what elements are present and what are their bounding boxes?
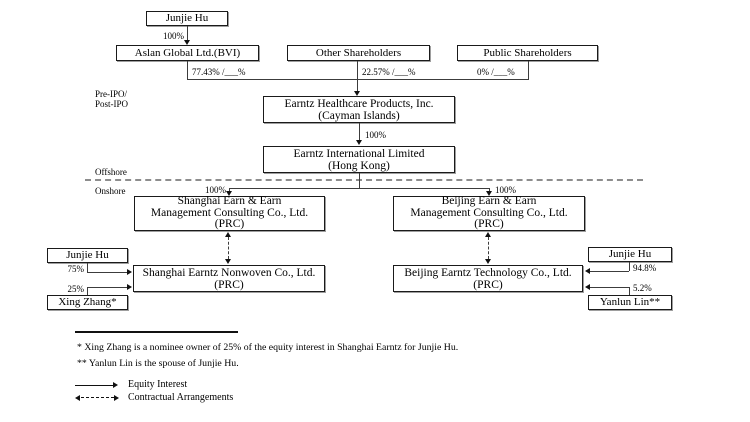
connector-yanlun-v (629, 287, 630, 295)
connector-aslan-drop (187, 61, 188, 79)
node-label-line1: Earntz International Limited (293, 147, 425, 160)
node-label-line3: (PRC) (474, 218, 504, 231)
node-label-line1: Beijing Earn & Earn (441, 195, 537, 208)
arrowhead-contractual-shanghai-down (225, 259, 231, 264)
label-onshore: Onshore (95, 186, 126, 196)
label-aslan-stake: 77.43% /___% (192, 67, 246, 77)
node-earntz-healthcare (263, 96, 455, 123)
arrowhead-yanlun (585, 284, 590, 290)
connector-public-drop (528, 61, 529, 79)
arrowhead-contractual-beijing-down (485, 259, 491, 264)
node-label: Junjie Hu (608, 248, 652, 260)
arrowhead-hu-right (585, 268, 590, 274)
node-shanghai-consulting (134, 196, 325, 231)
connector-healthcare-to-international (359, 123, 360, 140)
arrowhead-healthcare-to-international (356, 140, 362, 145)
connector-hu-right-v (629, 262, 630, 271)
node-label-line2: Management Consulting Co., Ltd. (150, 206, 309, 219)
node-label-line2: Management Consulting Co., Ltd. (410, 206, 568, 219)
node-label: Junjie Hu (165, 12, 209, 24)
node-other-shareholders (287, 45, 430, 61)
offshore-onshore-divider (85, 179, 643, 181)
node-public-shareholders (457, 45, 598, 61)
label-healthcare-intl-pct: 100% (365, 130, 386, 140)
node-label-line1: Beijing Earntz Technology Co., Ltd. (404, 266, 572, 279)
label-yanlun-pct: 5.2% (633, 283, 652, 293)
label-hu-left-pct: 75% (67, 264, 84, 274)
node-label-line2: (PRC) (214, 278, 244, 291)
connector-other-drop (357, 61, 358, 79)
node-xing-zhang (47, 295, 128, 310)
node-label: Xing Zhang* (58, 296, 117, 308)
node-label: Public Shareholders (483, 46, 572, 59)
node-label: Other Shareholders (315, 46, 402, 59)
node-junjie-hu-left (47, 248, 128, 263)
node-label-line3: (PRC) (214, 218, 245, 231)
node-beijing-tech (393, 265, 583, 292)
footnote-2: ** Yanlun Lin is the spouse of Junjie Hu. (77, 358, 239, 369)
connector-hu-right-h (590, 271, 629, 272)
label-public-stake: 0% /___% (477, 67, 515, 77)
footnote-separator (75, 331, 238, 333)
node-label-line2: (Hong Kong) (328, 159, 390, 172)
label-beijing-consulting-pct: 100% (495, 185, 516, 195)
legend-equity-arrowhead (113, 382, 118, 388)
node-earntz-international (263, 146, 455, 173)
node-label: Aslan Global Ltd.(BVI) (134, 46, 241, 59)
label-shanghai-consulting-pct: 100% (205, 185, 226, 195)
connector-wfoe-bus (229, 188, 490, 189)
connector-xing-h (87, 287, 127, 288)
legend-contractual-arrowhead-left (75, 395, 80, 401)
legend-equity-label: Equity Interest (128, 379, 188, 390)
connector-xing-v (87, 287, 88, 295)
legend-contractual-label: Contractual Arrangements (128, 392, 234, 403)
arrowhead-xing (127, 284, 132, 290)
arrowhead-hu-left (127, 269, 132, 275)
label-hu-to-aslan-pct: 100% (163, 31, 184, 41)
connector-contractual-shanghai (228, 237, 229, 259)
connector-contractual-beijing (488, 237, 489, 259)
connector-hu-left-h (87, 272, 127, 273)
node-junjie-hu-right (588, 247, 672, 262)
node-junjie-hu-top (146, 11, 228, 26)
connector-shareholder-bus (187, 79, 529, 80)
node-beijing-consulting (393, 196, 585, 231)
label-pre-ipo: Pre-IPO/ (95, 89, 127, 99)
label-offshore: Offshore (95, 167, 127, 177)
label-other-stake: 22.57% /___% (362, 67, 416, 77)
node-label-line2: (Cayman Islands) (318, 109, 400, 122)
label-post-ipo: Post-IPO (95, 99, 129, 109)
label-xing-pct: 25% (67, 284, 84, 294)
node-label: Yanlun Lin** (599, 296, 661, 308)
footnote-1: * Xing Zhang is a nominee owner of 25% of the equity interest in Shanghai Earntz for Junjie Hu. (77, 342, 459, 353)
legend-equity-line (75, 385, 113, 386)
node-label-line1: Shanghai Earn & Earn (177, 195, 282, 208)
node-aslan-global (116, 45, 259, 61)
node-label: Junjie Hu (66, 249, 109, 261)
node-label-line1: Shanghai Earntz Nonwoven Co., Ltd. (142, 266, 316, 279)
node-label-line2: (PRC) (473, 278, 503, 291)
legend-contractual-arrowhead-right (114, 395, 119, 401)
connector-yanlun-h (590, 287, 629, 288)
node-yanlun-lin (588, 295, 672, 310)
connector-international-drop (359, 173, 360, 189)
legend-contractual-line (81, 397, 114, 398)
node-label-line1: Earntz Healthcare Products, Inc. (284, 97, 434, 110)
node-shanghai-nonwoven (133, 265, 325, 292)
label-hu-right-pct: 94.8% (633, 263, 657, 273)
connector-hu-to-aslan (187, 26, 188, 40)
connector-bus-to-healthcare (357, 79, 358, 91)
connector-hu-left-v (87, 263, 88, 272)
